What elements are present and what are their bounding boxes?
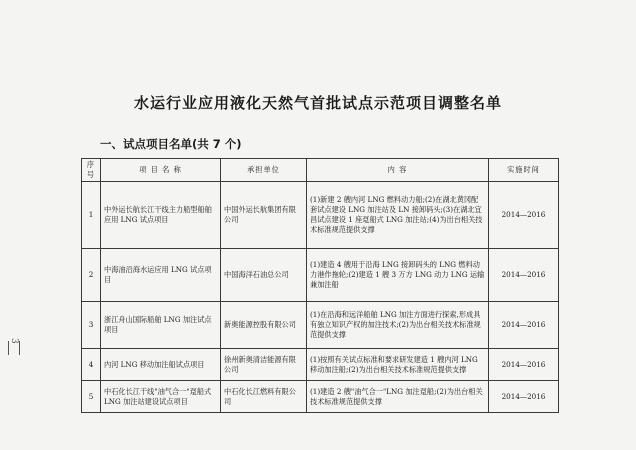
row-period: 2014—2016: [489, 249, 559, 302]
table-row: [82, 349, 559, 381]
row-project-name: 内河 LNG 移动加注船试点项目: [101, 349, 221, 381]
header-content: 内 容: [307, 159, 489, 182]
row-organization: 徐州新奥清洁能源有限公司: [221, 349, 307, 381]
row-organization: 中国外运长航集团有限公司: [221, 182, 307, 249]
row-seq: 2: [82, 249, 101, 302]
row-seq: 5: [82, 381, 101, 413]
row-project-name: 中外运长航长江干线主力船型船舶应用 LNG 试点项目: [101, 182, 221, 249]
header-organization: 承担单位: [221, 159, 307, 182]
row-organization: 中石化长江燃料有限公司: [221, 381, 307, 413]
header-project-name: 项 目 名 称: [101, 159, 221, 182]
table-row: [82, 249, 559, 302]
row-period: 2014—2016: [489, 302, 559, 349]
row-period: 2014—2016: [489, 182, 559, 249]
row-project-name: 中海油沿海水运应用 LNG 试点项目: [101, 249, 221, 302]
table-row: [82, 182, 559, 249]
header-period: 实施时间: [489, 159, 559, 182]
row-organization: 中国海洋石油总公司: [221, 249, 307, 302]
table-row: [82, 381, 559, 413]
page-number: 3: [8, 338, 20, 358]
document-title: 水运行业应用液化天然气首批试点示范项目调整名单: [133, 94, 502, 112]
section-heading: 一、试点项目名单(共 7 个): [100, 137, 242, 151]
row-seq: 3: [82, 302, 101, 349]
project-table: [81, 158, 559, 413]
row-content: (1)建造 2 艘"油气合一"LNG 加注趸船;(2)为出台相关技术标准规范提供支撑: [307, 381, 489, 413]
row-content: (1)在沿海和远洋船舶 LNG 加注方面进行探索,形成具有独立知识产权的加注技术;(2)为出台相关技术标准规范提供支撑: [307, 302, 489, 349]
row-seq: 1: [82, 182, 101, 249]
row-content: (1)按照有关试点标准和要求研发建造 1 艘内河 LNG 移动加注船;(2)为出台相关技术标准规范提供支撑: [307, 349, 489, 381]
row-project-name: 中石化长江干线"油气合一"趸船式 LNG 加注站建设试点项目: [101, 381, 221, 413]
row-period: 2014—2016: [489, 349, 559, 381]
row-organization: 新奥能源控股有限公司: [221, 302, 307, 349]
header-seq: 序号: [82, 159, 101, 182]
row-content: (1)建造 4 艘用于沿海 LNG 接卸码头的 LNG 燃料动力港作拖轮;(2)建造 1 艘 3 万方 LNG 动力 LNG 运输兼加注船: [307, 249, 489, 302]
row-project-name: 浙江舟山国际船舶 LNG 加注试点项目: [101, 302, 221, 349]
table-row: [82, 302, 559, 349]
row-content: (1)新建 2 艘内河 LNG 燃料动力船;(2)在湖北黄冈配套试点建设 LNG 加注站及 LN 接卸码头;(3)在湖北宜昌试点建设 1 座趸船式 LNG 加注站;(4)为出台相关技术标准规范提供支撑: [307, 182, 489, 249]
row-seq: 4: [82, 349, 101, 381]
row-period: 2014—2016: [489, 381, 559, 413]
table-header-row: [82, 159, 559, 182]
